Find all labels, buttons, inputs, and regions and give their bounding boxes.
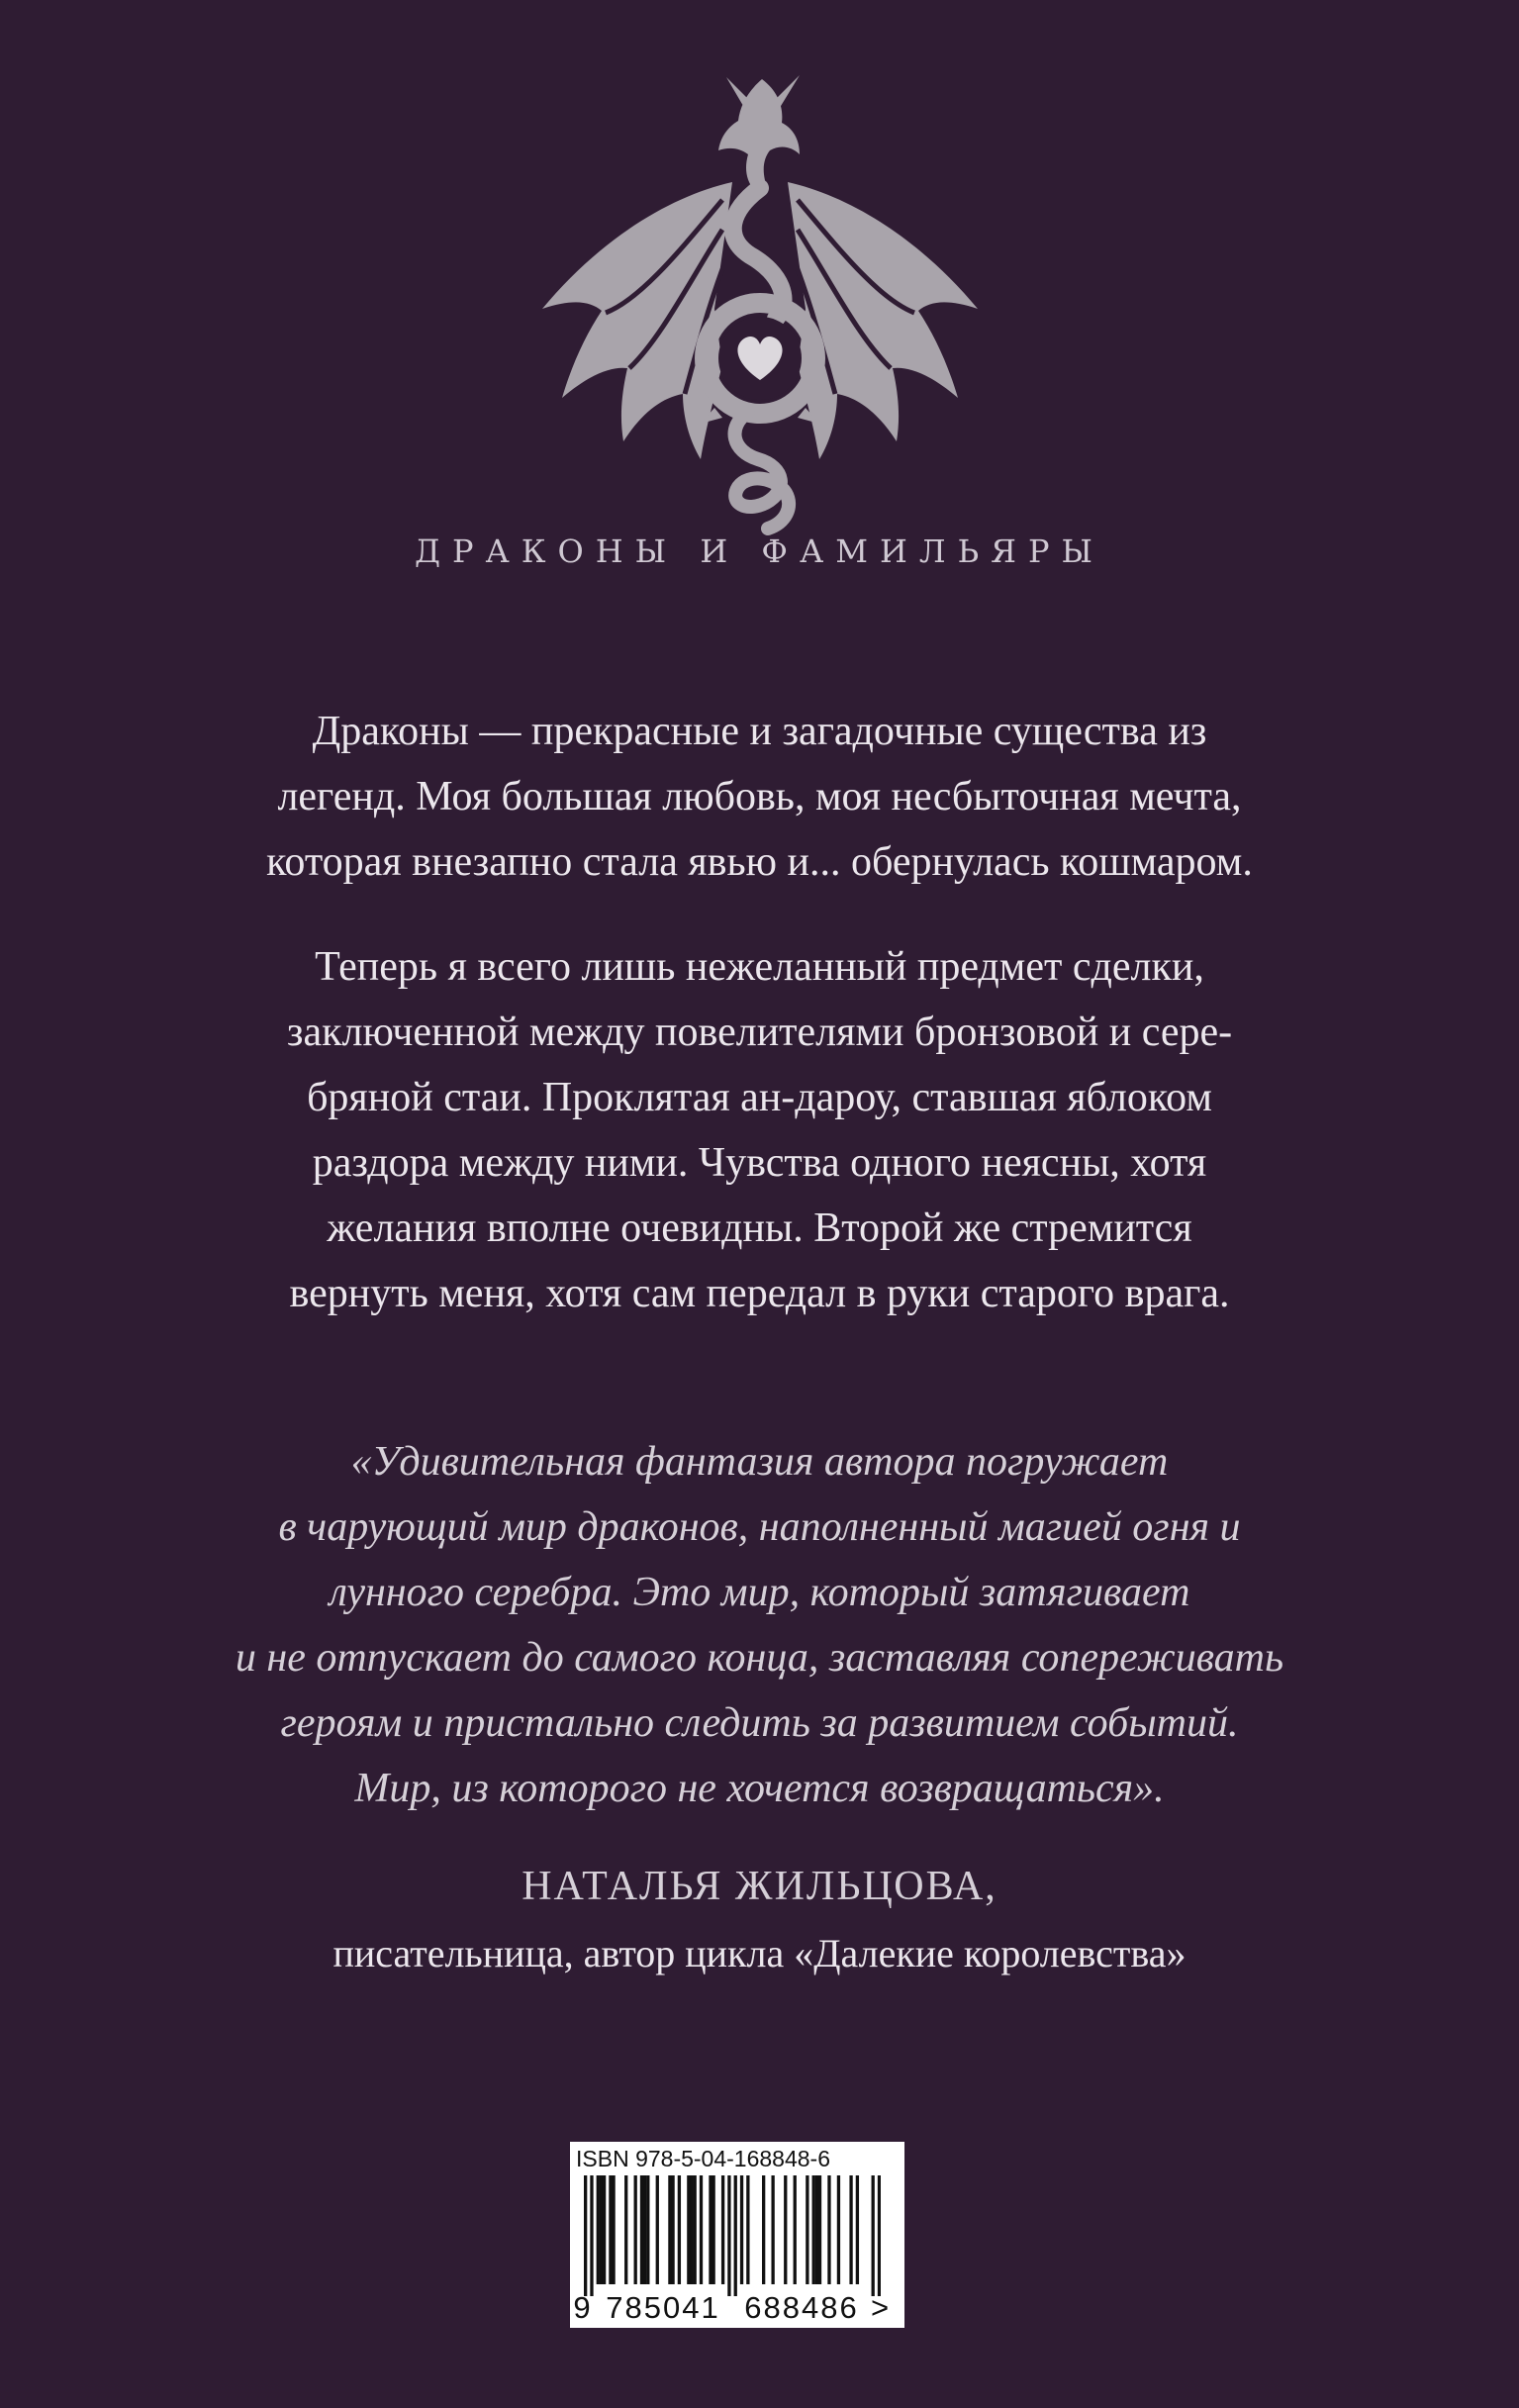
- blurb-line: вернуть меня, хотя сам передал в руки старого врага.: [289, 1271, 1230, 1316]
- barcode-bar: [806, 2175, 808, 2284]
- isbn-label: ISBN 978-5-04-168848-6: [576, 2146, 830, 2171]
- quote-line: героям и пристально следить за развитием событий.: [280, 1700, 1239, 1746]
- blurb-line: бряной стаи. Проклятая ан-дароу, ставшая яблоком: [307, 1075, 1212, 1120]
- barcode-bar: [812, 2175, 815, 2284]
- barcode-bar: [690, 2175, 693, 2284]
- barcode-bar: [584, 2175, 587, 2296]
- barcode-bar: [643, 2175, 646, 2284]
- barcode-bar: [837, 2175, 840, 2284]
- barcode-bar: [640, 2175, 643, 2284]
- barcode-digits-right: 688486: [744, 2290, 859, 2325]
- isbn-barcode: [570, 2142, 904, 2328]
- barcode-bar: [700, 2175, 703, 2284]
- blurb-line: Драконы — прекрасные и загадочные существа из: [312, 709, 1207, 754]
- barcode-bar: [872, 2175, 875, 2296]
- barcode-bar: [597, 2175, 600, 2284]
- barcode-bar: [827, 2175, 830, 2284]
- barcode-bar: [746, 2175, 749, 2284]
- blurb-paragraph-2: [129, 934, 1390, 1326]
- quote-line: Мир, из которого не хочется возвращаться».: [354, 1766, 1165, 1811]
- quote-line: лунного серебра. Это мир, который затягивает: [329, 1570, 1190, 1615]
- barcode-bar: [678, 2175, 681, 2284]
- dragon-heart-emblem-icon: [503, 71, 1017, 536]
- barcode-bar: [687, 2175, 690, 2284]
- barcode-bar: [709, 2175, 712, 2284]
- blurb-line: Теперь я всего лишь нежеланный предмет сделки,: [315, 944, 1204, 990]
- barcode-bar: [712, 2175, 714, 2284]
- barcode-bar: [856, 2175, 859, 2284]
- quote-author: НАТАЛЬЯ ЖИЛЬЦОВА,: [522, 1864, 997, 1909]
- blurb-line: желания вполне очевидны. Второй же стремится: [327, 1205, 1192, 1251]
- barcode-bar: [815, 2175, 818, 2284]
- barcode-bar: [740, 2175, 743, 2284]
- barcode-bar: [646, 2175, 649, 2284]
- blurb-line: раздора между ними. Чувства одного неясны, хотя: [312, 1140, 1207, 1186]
- blurb-line: заключенной между повелителями бронзовой и сере-: [286, 1010, 1233, 1055]
- blurb-line: которая внезапно стала явью и... обернулась кошмаром.: [266, 839, 1253, 885]
- barcode-bar: [590, 2175, 593, 2296]
- blurb-line: легенд. Моя большая любовь, моя несбыточная мечта,: [277, 774, 1242, 819]
- barcode-bar: [818, 2175, 821, 2284]
- quote-line: «Удивительная фантазия автора погружает: [350, 1439, 1169, 1485]
- barcode-bar: [721, 2175, 724, 2284]
- barcode-bar: [671, 2175, 674, 2284]
- blurb-paragraph-1: [129, 699, 1390, 895]
- barcode-bar: [668, 2175, 671, 2284]
- barcode-bars: [584, 2175, 881, 2296]
- barcode-bar: [734, 2175, 737, 2296]
- barcode-bar: [771, 2175, 774, 2284]
- barcode-bar: [603, 2175, 606, 2284]
- barcode-bar: [762, 2175, 765, 2284]
- barcode-bar: [878, 2175, 881, 2296]
- quote-line: и не отпускает до самого конца, заставляя сопереживать: [235, 1635, 1284, 1681]
- barcode-bar: [634, 2175, 637, 2284]
- barcode-bar: [849, 2175, 852, 2284]
- barcode-bar: [694, 2175, 697, 2284]
- series-title: ДРАКОНЫ И ФАМИЛЬЯРЫ: [414, 532, 1104, 570]
- barcode-digits: [570, 2290, 904, 2326]
- barcode-end-mark: >: [871, 2290, 890, 2325]
- quote-line: в чарующий мир драконов, наполненный магией огня и: [278, 1504, 1241, 1550]
- barcode-bar: [612, 2175, 615, 2284]
- review-quote: [119, 1429, 1400, 1821]
- barcode-bar: [656, 2175, 659, 2284]
- barcode-bar: [794, 2175, 797, 2284]
- barcode-bar: [624, 2175, 627, 2284]
- barcode-bar: [727, 2175, 730, 2296]
- barcode-bar: [609, 2175, 612, 2284]
- barcode-bar: [784, 2175, 787, 2284]
- barcode-digits-left: 785041: [606, 2290, 720, 2325]
- quote-author-role: писательница, автор цикла «Далекие королевства»: [332, 1931, 1187, 1975]
- barcode-bar: [600, 2175, 603, 2284]
- barcode-digit-first: 9: [573, 2290, 591, 2325]
